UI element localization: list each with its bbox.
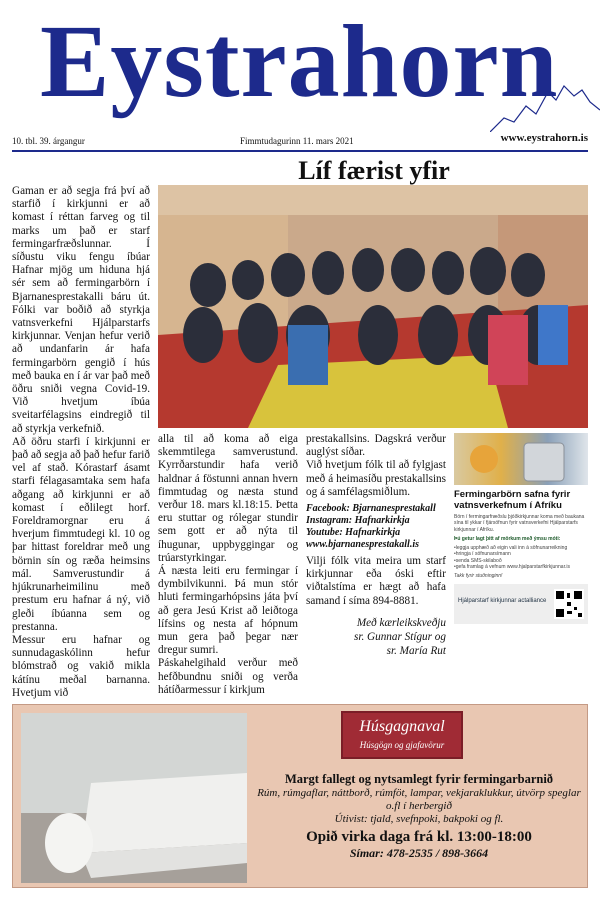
article-column-2 (158, 433, 298, 700)
bed-illustration (21, 713, 247, 883)
store-tagline: Húsgögn og gjafavörur (359, 740, 445, 750)
charity-ad-heading: Þú getur lagt þitt af mörkum með ýmsu móti: (454, 535, 561, 542)
instagram-link[interactable]: Instagram: Hafnarkirkja (306, 515, 410, 527)
actalliance-logo: actalliance (518, 597, 547, 604)
facebook-link[interactable]: Facebook: Bjarnanesprestakall (306, 503, 436, 515)
article-column-3 (306, 433, 446, 700)
charity-ad-logos (454, 584, 588, 624)
parish-website-link[interactable]: www.bjarnanesprestakall.is (306, 539, 419, 551)
bedroom-photo (21, 713, 247, 883)
mountain-logo-icon (490, 74, 600, 132)
article-paragraph: Við hvetjum fólk til að fylgjast með á heimasíðu prestakallsins og á samfélagsmiðlum. (306, 459, 446, 498)
group-photo-illustration (158, 185, 588, 428)
signoff-line: sr. Gunnar Stígur og (353, 630, 446, 643)
husgagnaval-logo (341, 711, 463, 759)
ad-phone-numbers: Símar: 478-2535 / 898-3664 (349, 846, 489, 860)
charity-bullet: • senda SMS-skilaboð (454, 558, 588, 564)
confirmation-group-photo (158, 185, 588, 428)
masthead (0, 0, 600, 148)
issue-info-row (12, 132, 588, 150)
charity-side-ad (454, 433, 588, 700)
article-signoff (306, 616, 446, 658)
furniture-store-ad (12, 704, 588, 888)
ad-outdoor: Útivist: tjald, svefnpoki, bakpoki og fl. (334, 813, 504, 825)
youtube-link[interactable]: Youtube: Hafnarkirkja (306, 527, 401, 539)
ad-copy (249, 771, 589, 861)
charity-bullet: • gefa framlag á vefnum www.hjalparstarfkirkjunnar.is (454, 564, 588, 570)
article-paragraph: prestakallsins. Dagskrá verður auglýst síðar. (306, 433, 446, 459)
article-paragraph: Á næsta leiti eru fermingar í dymbilvikunni. Þá mun stór hluti fermingarhópsins játa því að gera Jesú Krist að leiðtoga lífsins og nesta af hópnum mun gera það þegar nær dregur sumri. (158, 565, 298, 657)
article-column-1 (12, 185, 150, 700)
charity-bullet: • hringja í söfnunarsímann (454, 551, 588, 557)
article-paragraph: alla til að koma að eiga skemmtilega samverustund. Kyrrðarstundir hafa verið haldnar á föstunni annan hvern fimmtudag og næsta stund verður 18. mars kl.18:15. Þetta eru stuttar og rólegar stundir sem gott er að nýta til íhugunar, uppbyggingar og trúarstyrkingar. (158, 433, 298, 564)
charity-ad-image (454, 433, 588, 485)
charity-ad-body: Börn í fermingarfræðslu þjóðkirkjunnar koma með baukana sína til ykkar í fjársöfnun fyrir vatnsverkefni Hjálparstarfs kirkjunnar í Afríku. (454, 514, 585, 533)
issue-number: 10. tbl. 39. árgangur (12, 136, 85, 146)
social-links (306, 503, 446, 551)
article-headline: Líf færist yfir (298, 156, 450, 185)
charity-ad-bullets (454, 545, 588, 570)
charity-ad-title: Fermingarbörn safna fyrir vatnsverkefnum í Afríku (454, 489, 571, 511)
ad-headline: Margt fallegt og nytsamlegt fyrir fermingarbarnið (284, 772, 554, 786)
charity-ad-footer: Takk fyrir stuðninginn! (454, 573, 503, 580)
store-name: Húsgagnaval (359, 718, 445, 735)
hjalparstarf-logo: Hjálparstarf kirkjunnar (458, 597, 517, 604)
article-paragraph: Vilji fólk vita meira um starf kirkjunnar eða óski eftir viðtalstíma er hægt að hafa samand í síma 894-8881. (306, 555, 446, 607)
signoff-line: sr. María Rut (386, 644, 446, 657)
article-paragraph: Gaman er að segja frá því að starfið í kirkjunni er að komast í réttan farveg og til marks um það er starf fermingarfræðslunnar. Í síðustu viku fengu íbúar Hafnar mjög um hiduna hjá sér sem að fermingarbörn í Bjarnanesprestakalli báru út. Fólki var boðið að styrkja vatnsverkefni Hjálparstarfs kirkjunnar. Venjan hefur verið að undanfarin ár hafa fermingarbörn gengið í hús með bauka en í ár var það með öðru sniði vegna Covid-19. Við hvetjum íbúa sveitarfélagsins eindregið til að styrkja verkefnið. (12, 185, 150, 435)
masthead-rule (12, 150, 588, 152)
ad-items: Rúm, rúmgaflar, náttborð, rúmföt, lampar, vekjaraklukkur, útvörp speglar o.fl í herbergið (257, 787, 581, 812)
article-paragraph: Að öðru starfi í kirkjunni er það að segja að það hefur farið vel af stað. Kórastarf ásamt starfi félagasamtaka sem hafa aðgang að kirkjunni er að komast í eðlilegt horf. Foreldramorgnar eru á hverjum fimmtudegi kl. 10 og þar hittast foreldrar með ung börnin sín og ræða heimsins mál. Samverustundir á hjúkrunarheimilinu með prestum eru hafnar á ný, við gleði íbúanna sem og prestanna. (12, 435, 150, 633)
article-paragraph: Páskahelgihald verður með hefðbundnu sniði og verða hátíðarmessur í kirkjum (158, 657, 298, 696)
ad-opening-hours: Opið virka daga frá kl. 13:00-18:00 (306, 829, 532, 845)
signoff-line: Með kærleikskveðju (356, 616, 446, 629)
website-link[interactable]: www.eystrahorn.is (500, 132, 588, 144)
qr-code-icon[interactable] (554, 589, 584, 619)
article-paragraph: Messur eru hafnar og sunnudagaskólinn hefur blómstrað og vakið mikla kátínu meðal barnanna. Hvetjum við (12, 633, 150, 699)
collection-box-illustration (454, 433, 588, 485)
masthead-title: Eystrahorn (40, 4, 559, 119)
issue-date: Fimmtudagurinn 11. mars 2021 (240, 136, 354, 146)
charity-bullet: • leggja upphæð að eigin vali inn á söfnunarreikning (454, 545, 588, 551)
